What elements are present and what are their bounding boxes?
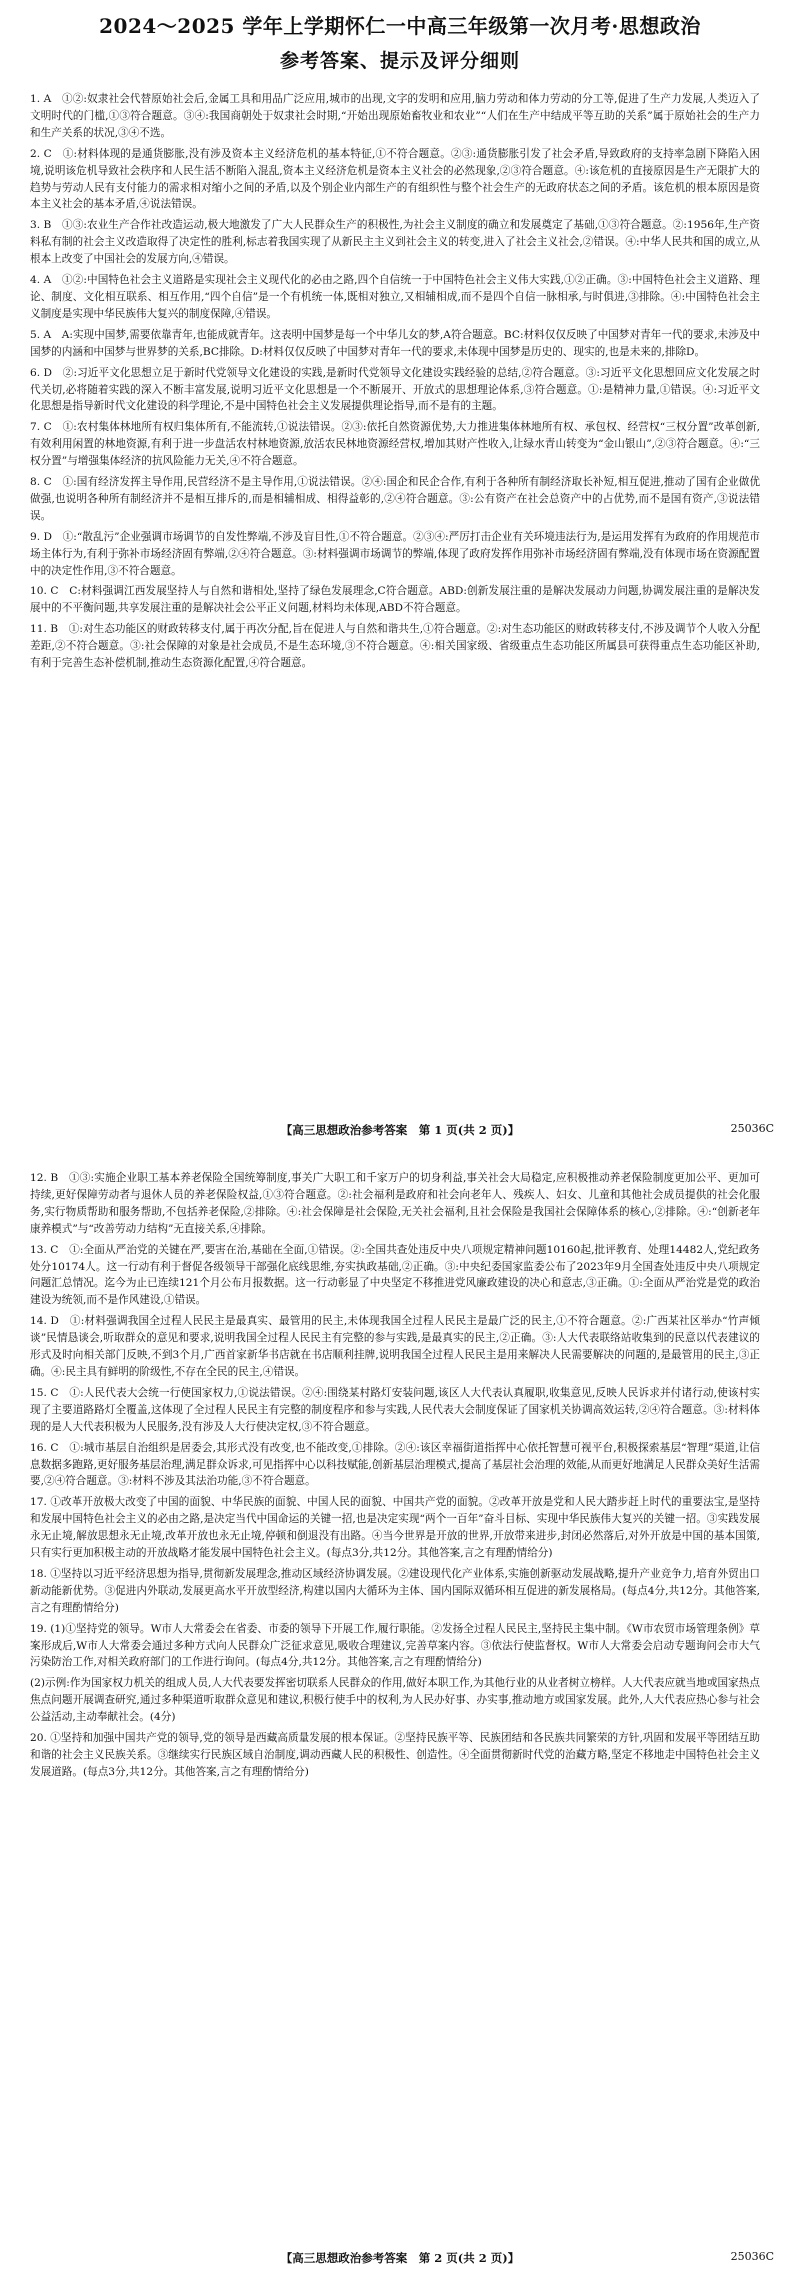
footer-code: 25036C bbox=[730, 2250, 774, 2263]
answer-item-11: 11. B ①:对生态功能区的财政转移支付,属于再次分配,旨在促进人与自然和谐共生,①符合题意。②:对生态功能区的财政转移支付,不涉及调节个人收入分配差距,②不符合题意。③:社会保障的对象是社会成员,不是生态环境,③不符合题意。④:相关国家级、省级重点生态功能区所属县可获得重点生态功能区补助,有利于完善生态补偿机制,推动生态资源化配置,④符合题意。 bbox=[30, 623, 760, 670]
answer-item-1: 1. A ①②:奴隶社会代替原始社会后,金属工具和用品广泛应用,城市的出现,文字的发明和应用,脑力劳动和体力劳动的分工等,促进了生产力发展,人类迈入了文明时代的门槛,①③符合题意。③④:我国商朝处于奴隶社会时期,“开始出现原始畜牧业和农业”“人们在生产中结成平等互助的关系”属于原始社会的生产力和生产关系的状况,③④不选。 bbox=[30, 93, 760, 139]
answer-item-15: 15. C ①:人民代表大会统一行使国家权力,①说法错误。②④:围绕某村路灯安装问题,该区人大代表认真履职,收集意见,反映人民诉求并付诸行动,使该村实现了主要道路路灯全覆盖,这体现了全过程人民民主有完整的制度程序和参与实践,人民代表大会制度保证了国家机关协调高效运转,②④符合题意。③:材料体现的是人大代表积极为人民服务,没有涉及人大行使决定权,③不符合题意。 bbox=[30, 1386, 760, 1433]
answer-item-18: 18. ①坚持以习近平经济思想为指导,贯彻新发展理念,推动区域经济协调发展。②建设现代化产业体系,实施创新驱动发展战略,提升产业竞争力,培育外贸出口新动能新优势。③促进内外联动,发展更高水平开放型经济,构建以国内大循环为主体、国内国际双循环相互促进的新发展格局。(每点4分,共12分。其他答案,言之有理酌情给分) bbox=[30, 1567, 760, 1614]
answer-item-10: 10. C C:材料强调江西发展坚持人与自然和谐相处,坚持了绿色发展理念,C符合题意。ABD:创新发展注重的是解决发展动力问题,协调发展注重的是解决发展中的不平衡问题,共享发展注重的是解决社会公平正义问题,材料均未体现,ABD不符合题意。 bbox=[30, 585, 760, 615]
page-footer-2 bbox=[0, 2250, 800, 2270]
answer-item-19-2: (2)示例:作为国家权力机关的组成人员,人大代表要发挥密切联系人民群众的作用,做好本职工作,为其他行业的从业者树立榜样。人大代表应就当地或国家热点焦点问题开展调查研究,通过多种渠道听取群众意见和建议,积极行使手中的权利,为人民办好事、办实事,推动地方或国家发展。此外,人大代表应热心参与社会公益活动,主动奉献社会。(4分) bbox=[30, 1677, 760, 1724]
answer-item-5: 5. A A:实现中国梦,需要依靠青年,也能成就青年。这表明中国梦是每一个中华儿女的梦,A符合题意。BC:材料仅仅反映了中国梦对青年一代的要求,未涉及中国梦的内涵和中国梦与世界梦的关系,BC排除。D:材料仅仅反映了中国梦对青年一代的要求,未体现中国梦是历史的、现实的,也是未来的,排除D。 bbox=[30, 328, 760, 358]
answer-item-13: 13. C ①:全面从严治党的关键在严,要害在治,基础在全面,①错误。②:全国共查处违反中央八项规定精神问题10160起,批评教育、处理14482人,党纪政务处分10174人。这一行动有利于督促各级领导干部强化底线思维,夯实执政基础,②正确。③:中央纪委国家监委公布了2023年9月全国查处违反中央八项规定问题汇总情况。迄今为止已连续121个月公布月报数据。这一行动彰显了中央坚定不移推进党风廉政建设的决心和意志,③正确。①:全面从严治党是党的政治建设为统领,而不是作风建设,①错误。 bbox=[30, 1243, 760, 1307]
answer-item-8: 8. C ①:国有经济发挥主导作用,民营经济不是主导作用,①说法错误。②④:国企和民企合作,有利于各种所有制经济取长补短,相互促进,推动了国有企业做优做强,也说明各种所有制经济并不是相互排斥的,而是相辅相成、相得益彰的,②④符合题意。③:公有资产在社会总资产中的占优势,而不是国有资产,③说法错误。 bbox=[30, 476, 760, 522]
answer-item-4: 4. A ①②:中国特色社会主义道路是实现社会主义现代化的必由之路,四个自信统一于中国特色社会主义伟大实践,①②正确。③:中国特色社会主义道路、理论、制度、文化相互联系、相互作用,“四个自信”是一个有机统一体,既相对独立,又相辅相成,而不是四个自信一脉相承,与时俱进,③排除。④:中国特色社会主义制度是实现中华民族伟大复兴的制度保障,④错误。 bbox=[30, 274, 760, 320]
footer-code: 25036C bbox=[730, 1122, 774, 1135]
answer-item-12: 12. B ①③:实施企业职工基本养老保险全国统筹制度,事关广大职工和千家万户的切身利益,事关社会大局稳定,应积极推动养老保险制度更加公平、更加可持续,更好保障劳动者与退休人员的养老保险权益,①③符合题意。②:社会福利是政府和社会向老年人、残疾人、妇女、儿童和其他社会成员提供的社会化服务,实行物质帮助和服务帮助,不包括养老保险,②排除。④:社会保障是社会保险,无关社会福利,且社会保险是我国社会保障体系的核心,②排除。④:“创新老年康养模式”与“改善劳动力结构”无直接关系,④排除。 bbox=[30, 1172, 760, 1235]
answer-item-16: 16. C ①:城市基层自治组织是居委会,其形式没有改变,也不能改变,①排除。②④:该区幸福街道指挥中心依托智慧可视平台,积极探索基层“智理”渠道,让信息数据多跑路,更好服务基层治理,满足群众诉求,可见指挥中心以科技赋能,创新基层治理模式,提高了基层社会治理的效能,从而更好地满足人民群众美好生活需要,②④符合题意。③:材料不涉及其法治功能,③不符合题意。 bbox=[30, 1441, 760, 1488]
answer-list-page-2 bbox=[30, 1146, 760, 1781]
answer-item-14: 14. D ①:材料强调我国全过程人民民主是最真实、最管用的民主,未体现我国全过程人民民主是最广泛的民主,①不符合题意。②:广西某社区举办“竹声倾谈”民情恳谈会,听取群众的意见和要求,说明我国全过程人民民主有完整的参与实践,是最真实的民主,②正确。③:人大代表联络站收集到的民意以代表建议的形式及时向相关部门反映,不到3个月,广西首家新华书店就在书店顺利挂牌,说明我国全过程人民民主是用来解决人民需要解决的问题的,是最管用的民主,③正确。④:民主具有鲜明的阶级性,不存在全民的民主,④错误。 bbox=[30, 1315, 760, 1378]
answer-item-20: 20. ①坚持和加强中国共产党的领导,党的领导是西藏高质量发展的根本保证。②坚持民族平等、民族团结和各民族共同繁荣的方针,巩固和发展平等团结互助和谐的社会主义民族关系。③继续实行民族区域自治制度,调动西藏人民的积极性、创造性。④全面贯彻新时代党的治藏方略,坚定不移地走中国特色社会主义发展道路。(每点3分,共12分。其他答案,言之有理酌情给分) bbox=[30, 1732, 760, 1778]
answer-item-17: 17. ①改革开放极大改变了中国的面貌、中华民族的面貌、中国人民的面貌、中国共产党的面貌。②改革开放是党和人民大踏步赶上时代的重要法宝,是坚持和发展中国特色社会主义的必由之路,是决定当代中国命运的关键一招,也是决定实现“两个一百年”奋斗目标、实现中华民族伟大复兴的关键一招。③实践发展永无止境,解放思想永无止境,改革开放也永无止境,停顿和倒退没有出路。④当今世界是开放的世界,开放带来进步,封闭必然落后,对外开放是中国的基本国策,只有实行更加积极主动的开放战略才能发展中国特色社会主义。(每点3分,共12分。其他答案,言之有理酌情给分) bbox=[30, 1496, 760, 1560]
footer-label: 【高三思想政治参考答案 第 2 页(共 2 页)】 bbox=[280, 2251, 520, 2265]
footer-label: 【高三思想政治参考答案 第 1 页(共 2 页)】 bbox=[280, 1123, 520, 1137]
document-subtitle: 参考答案、提示及评分细则 bbox=[279, 50, 520, 72]
answer-item-7: 7. C ①:农村集体林地所有权归集体所有,不能流转,①说法错误。②③:依托自然资源优势,大力推进集体林地所有权、承包权、经营权“三权分置”改革创新,有效利用闲置的林地资源,有利于进一步盘活农村林地资源,放活农民林地资源经营权,增加其财产性收入,让绿水青山转变为“金山银山”,②③符合题意。④:“三权分置”与增强集体经济的抗风险能力无关,④不符合题意。 bbox=[30, 421, 760, 468]
answer-page-2 bbox=[0, 1146, 800, 2274]
answer-item-9: 9. D ①:“散乱污”企业强调市场调节的自发性弊端,不涉及盲目性,①不符合题意。②③④:严厉打击企业有关环境违法行为,是运用发挥有为政府的作用规范市场主体行为,有利于弥补市场经济固有弊端,②④符合题意。③:材料强调市场调节的弊端,体现了政府发挥作用弥补市场经济固有弊端,没有体现市场在资源配置中的决定性作用,③不符合题意。 bbox=[30, 530, 760, 577]
page-footer-1 bbox=[0, 1122, 800, 1142]
document-title: 2024～2025 学年上学期怀仁一中高三年级第一次月考·思想政治 bbox=[99, 14, 701, 38]
answer-item-2: 2. C ①:材料体现的是通货膨胀,没有涉及资本主义经济危机的基本特征,①不符合题意。②③:通货膨胀引发了社会矛盾,导致政府的支持率急剧下降陷入困境,说明该危机导致社会秩序和人民生活不断陷入混乱,资本主义经济危机是资本主义社会的必然现象,②③符合题意。④:该危机的直接原因是生产无限扩大的趋势与劳动人民有支付能力的需求相对缩小之间的矛盾,以及个别企业内部生产的有组织性与整个社会生产的无政府状态之间的矛盾。该危机的根本原因是资本主义社会的基本矛盾,④说法错误。 bbox=[30, 147, 760, 211]
answer-list-page-1 bbox=[30, 91, 760, 672]
answer-item-19-1: 19. (1)①坚持党的领导。W市人大常委会在省委、市委的领导下开展工作,履行职能。②发扬全过程人民民主,坚持民主集中制。《W市农贸市场管理条例》草案形成后,W市人大常委会通过多种方式向人民群众广泛征求意见,吸收合理建议,完善草案内容。③依法行使监督权。W市人大常委会启动专题询问会市大气污染防治工作,对相关政府部门的工作进行询问。(每点4分,共12分。其他答案,言之有理酌情给分) bbox=[30, 1622, 760, 1669]
answer-item-3: 3. B ①③:农业生产合作社改造运动,极大地激发了广大人民群众生产的积极性,为社会主义制度的确立和发展奠定了基础,①③符合题意。②:1956年,生产资料私有制的社会主义改造取得了决定性的胜利,标志着我国实现了从新民主主义到社会主义的转变,进入了社会主义社会,②错误。④:中华人民共和国的成立,从根本上改变了中国社会的发展方向,④错误。 bbox=[30, 219, 760, 266]
answer-item-6: 6. D ②:习近平文化思想立足于新时代党领导文化建设的实践,是新时代党领导文化建设实践经验的总结,②符合题意。③:习近平文化思想回应文化发展之时代关切,必将随着实践的深入不断丰富发展,说明习近平文化思想是一个不断展开、开放式的思想理论体系,③符合题意。①:是精神力量,①错误。④:习近平文化思想是指导新时代文化建设的科学理论,不是中国特色社会主义发展提供理论指导,而不是有的主题。 bbox=[30, 366, 760, 413]
